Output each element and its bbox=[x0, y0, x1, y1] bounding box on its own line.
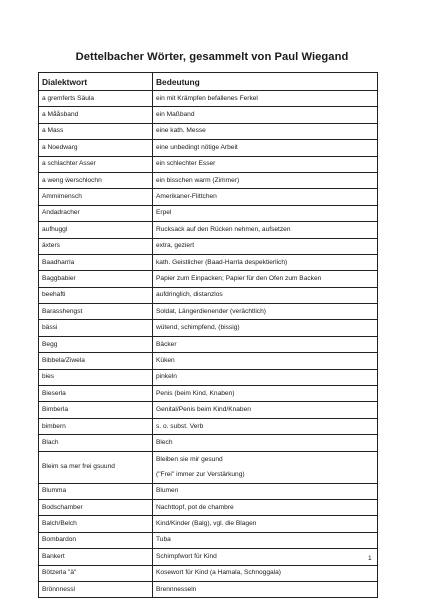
meaning-cell: Kind/Kinder (Balg), vgl. die Blagen bbox=[153, 516, 378, 532]
meaning-cell: Blech bbox=[153, 435, 378, 451]
table-row bbox=[39, 353, 378, 369]
dialect-word-cell: Brönnnessl bbox=[39, 581, 153, 597]
table-row bbox=[39, 254, 378, 270]
meaning-cell: eine unbedingt nötige Arbeit bbox=[153, 140, 378, 156]
meaning-cell: Rucksack auf den Rücken nehmen, aufsetzen bbox=[153, 222, 378, 238]
dialect-word-cell: Bibbela/Ziwela bbox=[39, 353, 153, 369]
dialect-word-cell: beehafti bbox=[39, 287, 153, 303]
table-row bbox=[39, 516, 378, 532]
dialect-word-cell: Bodschamber bbox=[39, 499, 153, 515]
table-header-row bbox=[39, 73, 378, 91]
table-row bbox=[39, 205, 378, 221]
table-row bbox=[39, 336, 378, 352]
table-body bbox=[39, 91, 378, 598]
table-row bbox=[39, 189, 378, 205]
dialect-word-cell: Ammimensch bbox=[39, 189, 153, 205]
table-row bbox=[39, 418, 378, 434]
dialect-word-cell: Baadharrla bbox=[39, 254, 153, 270]
table-row bbox=[39, 499, 378, 515]
table-row bbox=[39, 549, 378, 565]
page-number: 1 bbox=[368, 555, 372, 562]
table-row bbox=[39, 581, 378, 597]
dialect-word-cell: Blach bbox=[39, 435, 153, 451]
table-row bbox=[39, 91, 378, 107]
dialect-word-cell: Baggbabier bbox=[39, 271, 153, 287]
dialect-word-cell: a Mass bbox=[39, 123, 153, 139]
meaning-cell: Brennnesseln bbox=[153, 581, 378, 597]
meaning-cell: Papier zum Einpacken; Papier für den Ofen zum Backen bbox=[153, 271, 378, 287]
dialect-word-cell: bimbern bbox=[39, 418, 153, 434]
dialect-word-cell: a Mååsband bbox=[39, 107, 153, 123]
meaning-cell: ein bisschen warm (Zimmer) bbox=[153, 172, 378, 188]
meaning-cell: Küken bbox=[153, 353, 378, 369]
meaning-cell: eine kath. Messe bbox=[153, 123, 378, 139]
glossary-table bbox=[38, 72, 378, 598]
meaning-cell: extra, geziert bbox=[153, 238, 378, 254]
dialect-word-cell: Andadracher bbox=[39, 205, 153, 221]
column-header-dialect-word: Dialektwort bbox=[39, 73, 153, 91]
meaning-cell: Schimpfwort für Kind bbox=[153, 549, 378, 565]
table-row bbox=[39, 172, 378, 188]
dialect-word-cell: a gremferts Säula bbox=[39, 91, 153, 107]
dialect-word-cell: bässi bbox=[39, 320, 153, 336]
table-row bbox=[39, 287, 378, 303]
table-row bbox=[39, 483, 378, 499]
meaning-cell: ein mit Krämpfen befallenes Ferkel bbox=[153, 91, 378, 107]
meaning-cell: Tuba bbox=[153, 532, 378, 548]
meaning-cell: Soldat, Längerdienender (verächtlich) bbox=[153, 304, 378, 320]
dialect-word-cell: Balch/Belch bbox=[39, 516, 153, 532]
dialect-word-cell: äxters bbox=[39, 238, 153, 254]
table-row bbox=[39, 222, 378, 238]
meaning-cell: Amerikaner-Flittchen bbox=[153, 189, 378, 205]
table-row bbox=[39, 386, 378, 402]
table-row bbox=[39, 320, 378, 336]
meaning-cell: kath. Geistlicher (Baad-Harrla despektierlich) bbox=[153, 254, 378, 270]
table-row bbox=[39, 156, 378, 172]
table-row bbox=[39, 369, 378, 385]
meaning-cell: Bäcker bbox=[153, 336, 378, 352]
dialect-word-cell: Bimberla bbox=[39, 402, 153, 418]
dialect-word-cell: bies bbox=[39, 369, 153, 385]
meaning-cell: ein schlechter Esser bbox=[153, 156, 378, 172]
dialect-word-cell: Bankert bbox=[39, 549, 153, 565]
document-title: Dettelbacher Wörter, gesammelt von Paul Wiegand bbox=[75, 51, 349, 63]
table-row bbox=[39, 140, 378, 156]
dialect-word-cell: Barasshengst bbox=[39, 304, 153, 320]
dialect-word-cell: Bombardon bbox=[39, 532, 153, 548]
meaning-cell: aufdringlich, distanzlos bbox=[153, 287, 378, 303]
table-row bbox=[39, 451, 378, 483]
meaning-cell: Blumen bbox=[153, 483, 378, 499]
table-row bbox=[39, 565, 378, 581]
table-row bbox=[39, 435, 378, 451]
dialect-word-cell: Begg bbox=[39, 336, 153, 352]
meaning-cell: s. o. subst. Verb bbox=[153, 418, 378, 434]
column-header-meaning: Bedeutung bbox=[153, 73, 378, 91]
dialect-word-cell: a schlachter Asser bbox=[39, 156, 153, 172]
table-row bbox=[39, 271, 378, 287]
meaning-cell bbox=[153, 451, 378, 483]
meaning-cell: ein Maßband bbox=[153, 107, 378, 123]
meaning-cell: wütend, schimpfend, (bissig) bbox=[153, 320, 378, 336]
table-row bbox=[39, 532, 378, 548]
meaning-cell: Genital/Penis beim Kind/Knaben bbox=[153, 402, 378, 418]
dialect-word-cell: Blumma bbox=[39, 483, 153, 499]
dialect-word-cell: Bieserla bbox=[39, 386, 153, 402]
dialect-word-cell: Bötzerla "ä" bbox=[39, 565, 153, 581]
dialect-word-cell: a weng ẅerschlochn bbox=[39, 172, 153, 188]
dialect-word-cell: a Noedwarg bbox=[39, 140, 153, 156]
meaning-cell: Erpel bbox=[153, 205, 378, 221]
dialect-word-cell: aufhuggl bbox=[39, 222, 153, 238]
meaning-cell: Penis (beim Kind, Knaben) bbox=[153, 386, 378, 402]
meaning-cell: pinkeln bbox=[153, 369, 378, 385]
meaning-note: ("Frei" immer zur Verstärkung) bbox=[156, 470, 245, 478]
meaning-cell: Kosewort für Kind (a Hamala, Schnoggala) bbox=[153, 565, 378, 581]
table-row bbox=[39, 238, 378, 254]
meaning-cell: Nachttopf, pot de chambre bbox=[153, 499, 378, 515]
table-row bbox=[39, 304, 378, 320]
table-row bbox=[39, 107, 378, 123]
table-row bbox=[39, 402, 378, 418]
table-row bbox=[39, 123, 378, 139]
meaning-text: Bleiben sie mir gesund bbox=[156, 455, 223, 463]
dialect-word-cell: Bleim sa mer frei gsuund bbox=[39, 451, 153, 483]
